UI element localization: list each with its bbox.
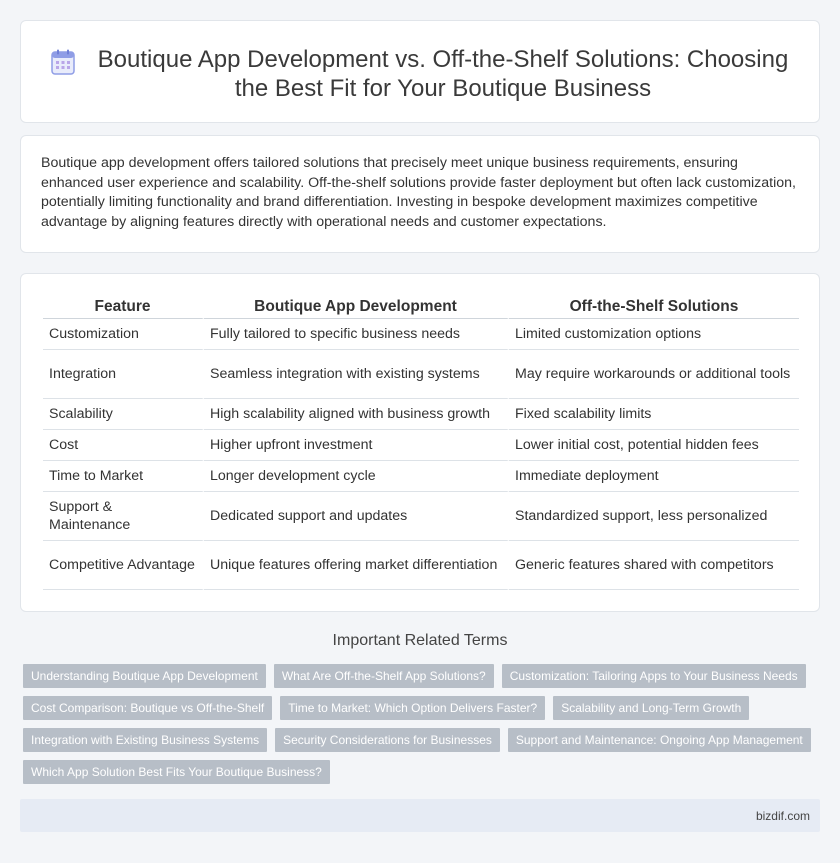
- tag-row: [23, 664, 823, 688]
- related-terms-heading: Important Related Terms: [332, 632, 508, 649]
- related-term-tag[interactable]: Which App Solution Best Fits Your Boutique Business?: [23, 760, 330, 784]
- table-cell: Seamless integration with existing systems: [204, 350, 509, 399]
- related-term-tag[interactable]: Customization: Tailoring Apps to Your Business Needs: [502, 664, 806, 688]
- comparison-table: [43, 295, 799, 590]
- table-cell: Generic features shared with competitors: [509, 541, 799, 590]
- table-cell: Higher upfront investment: [204, 430, 509, 461]
- table-cell: Cost: [43, 430, 204, 461]
- comparison-table-card: [20, 273, 820, 612]
- table-row: [43, 399, 799, 430]
- related-term-tag[interactable]: Integration with Existing Business Systems: [23, 728, 267, 752]
- tag-row: [23, 728, 823, 752]
- table-cell: Fixed scalability limits: [509, 399, 799, 430]
- tag-row: [23, 696, 823, 720]
- related-term-tag[interactable]: Understanding Boutique App Development: [23, 664, 266, 688]
- title-card: [20, 20, 820, 123]
- table-cell: Limited customization options: [509, 319, 799, 350]
- related-terms-list: [23, 664, 823, 792]
- table-cell: Scalability: [43, 399, 204, 430]
- table-cell: Longer development cycle: [204, 461, 509, 492]
- table-cell: Immediate deployment: [509, 461, 799, 492]
- table-cell: Unique features offering market differentiation: [204, 541, 509, 590]
- calendar-icon: [51, 49, 75, 75]
- table-row: [43, 492, 799, 541]
- page-title: Boutique App Development vs. Off-the-Shelf Solutions: Choosing the Best Fit for Your Boutique Business: [97, 46, 789, 102]
- table-row: [43, 461, 799, 492]
- table-header-row: [43, 295, 799, 319]
- table-row: [43, 319, 799, 350]
- related-term-tag[interactable]: Cost Comparison: Boutique vs Off-the-Shelf: [23, 696, 272, 720]
- table-cell: May require workarounds or additional tools: [509, 350, 799, 399]
- table-row: [43, 430, 799, 461]
- table-cell: Support & Maintenance: [43, 492, 204, 541]
- table-cell: Standardized support, less personalized: [509, 492, 799, 541]
- related-term-tag[interactable]: What Are Off-the-Shelf App Solutions?: [274, 664, 494, 688]
- table-cell: Time to Market: [43, 461, 204, 492]
- footer: [20, 799, 820, 832]
- tag-row: [23, 760, 823, 784]
- related-term-tag[interactable]: Time to Market: Which Option Delivers Faster?: [280, 696, 545, 720]
- table-row: [43, 350, 799, 399]
- column-header-boutique: Boutique App Development: [204, 295, 509, 319]
- intro-card: [20, 135, 820, 253]
- related-term-tag[interactable]: Support and Maintenance: Ongoing App Management: [508, 728, 811, 752]
- table-row: [43, 541, 799, 590]
- table-cell: Lower initial cost, potential hidden fees: [509, 430, 799, 461]
- footer-brand-link[interactable]: bizdif.com: [755, 809, 810, 823]
- column-header-off-the-shelf: Off-the-Shelf Solutions: [509, 295, 799, 319]
- table-cell: Dedicated support and updates: [204, 492, 509, 541]
- table-cell: Fully tailored to specific business needs: [204, 319, 509, 350]
- table-cell: Customization: [43, 319, 204, 350]
- related-term-tag[interactable]: Scalability and Long-Term Growth: [553, 696, 749, 720]
- table-cell: High scalability aligned with business growth: [204, 399, 509, 430]
- table-cell: Competitive Advantage: [43, 541, 204, 590]
- column-header-feature: Feature: [43, 295, 204, 319]
- table-cell: Integration: [43, 350, 204, 399]
- related-term-tag[interactable]: Security Considerations for Businesses: [275, 728, 500, 752]
- intro-paragraph: Boutique app development offers tailored solutions that precisely meet unique business requirements, ensuring enhanced user experience and scalability. Off-the-shelf solutions provide faster deployment but often lack customization, potentially limiting functionality and brand differentiation. Investing in bespoke development maximizes competitive advantage by aligning features directly with operational needs and customer expectations.: [41, 155, 796, 230]
